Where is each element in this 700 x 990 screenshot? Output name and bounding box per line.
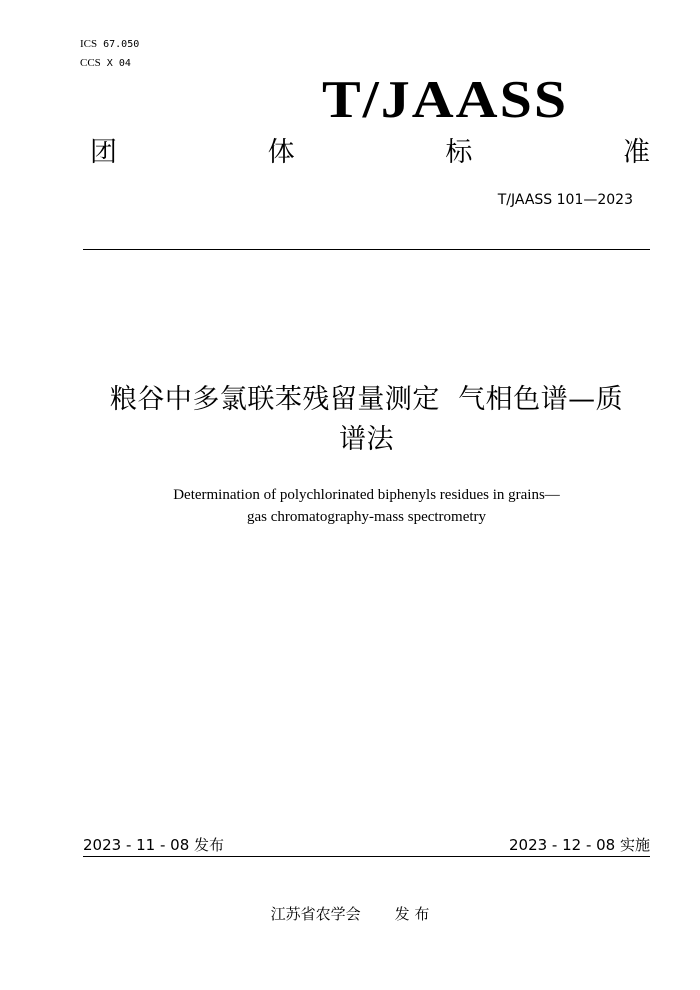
top-divider	[83, 249, 650, 250]
chinese-title	[83, 380, 650, 460]
date-row	[83, 834, 650, 855]
chinese-title-line: 谱法	[339, 424, 394, 455]
issue-date: 2023 - 11 - 08 发布	[83, 836, 225, 854]
classification-codes	[80, 35, 139, 73]
standard-type	[90, 136, 650, 170]
english-title-line: Determination of polychlorinated biphenyls residues in grains—	[173, 487, 560, 503]
ics-value: 67.050	[103, 39, 140, 50]
bottom-divider	[83, 856, 650, 857]
ccs-value: X 04	[106, 58, 131, 69]
english-title	[110, 484, 623, 528]
issuer	[0, 903, 700, 924]
issuer-name: 江苏省农学会	[270, 905, 361, 923]
issuer-action: 发 布	[394, 905, 430, 923]
standard-type-char: 准	[622, 137, 650, 168]
english-title-line: gas chromatography-mass spectrometry	[246, 509, 487, 525]
standard-type-char: 体	[267, 137, 295, 168]
ccs-code	[80, 54, 139, 73]
standard-number: T/JAASS 101—2023	[497, 192, 633, 208]
ics-label: ICS	[80, 38, 98, 50]
chinese-title-line: 粮谷中多氯联苯残留量测定 气相色谱—质	[109, 384, 624, 415]
brand-logo-text: T/JAASS	[322, 69, 569, 129]
implementation-date: 2023 - 12 - 08 实施	[508, 836, 650, 854]
standard-type-char: 标	[445, 137, 473, 168]
standard-type-char: 团	[90, 137, 117, 168]
ccs-label: CCS	[80, 57, 101, 69]
ics-code	[80, 35, 139, 54]
